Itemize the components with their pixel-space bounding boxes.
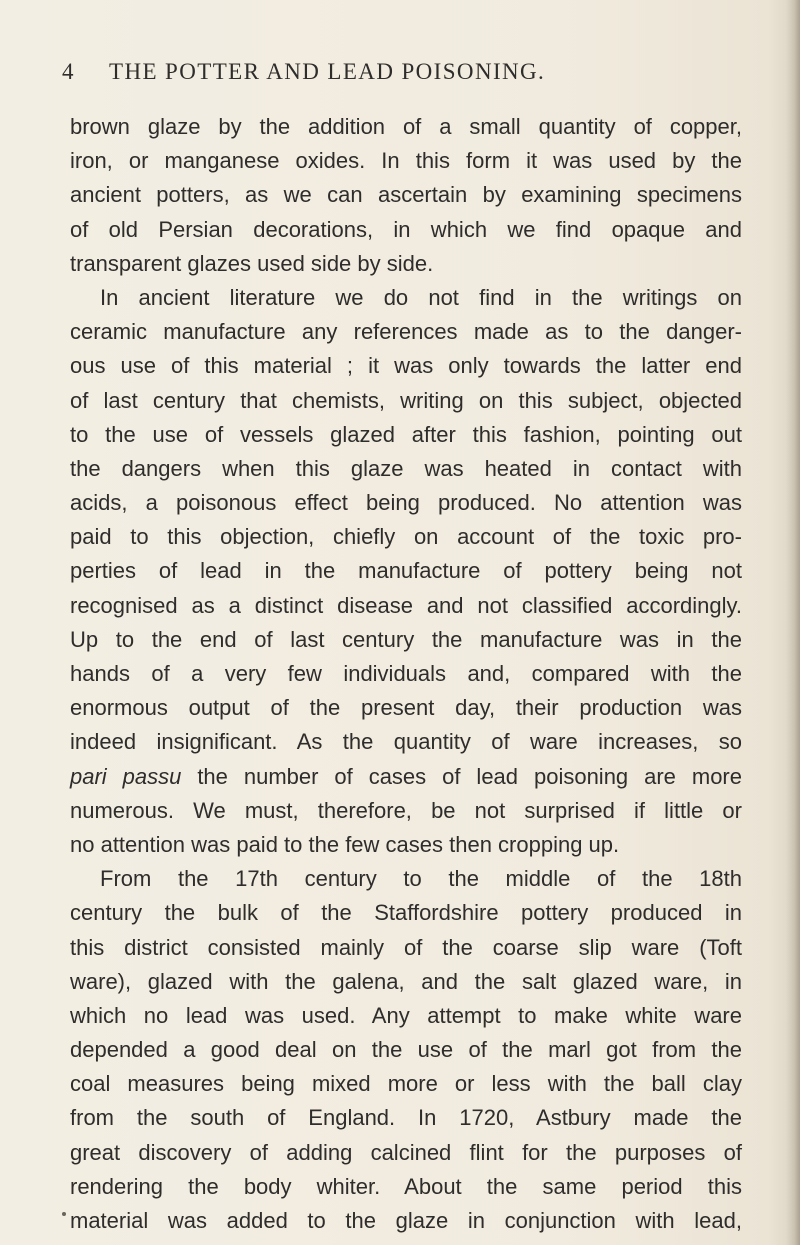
text-line: great discovery of adding calcined flint for the purposes of	[70, 1139, 742, 1165]
text-line: hands of a very few individuals and, compared with the	[70, 661, 742, 686]
text-line: ancient potters, as we can ascertain by examining specimens	[70, 182, 742, 208]
text-line: In ancient literature we do not find in the writings on	[100, 284, 742, 310]
text-line: iron, or manganese oxides. In this form it was used by the	[70, 148, 742, 174]
text-line: this district consisted mainly of the coarse slip ware (Toft	[70, 934, 742, 960]
text-line: From the 17th century to the middle of the 18th	[100, 866, 742, 892]
text-line: century the bulk of the Staffordshire pottery produced in	[70, 900, 742, 926]
text-line: the dangers when this glaze was heated in contact with	[70, 455, 742, 481]
running-head: THE POTTER AND LEAD POISONING.	[109, 59, 546, 84]
text-line: acids, a poisonous effect being produced. No attention was	[70, 490, 742, 516]
text-line: ceramic manufacture any references made as to the danger-	[70, 319, 742, 345]
text-line: transparent glazes used side by side.	[70, 250, 434, 276]
text-line: perties of lead in the manufacture of pottery being not	[70, 558, 742, 584]
text-line: numerous. We must, therefore, be not surprised if little or	[70, 797, 742, 823]
text-line: ous use of this material ; it was only towards the latter end	[70, 353, 742, 379]
text-line: Up to the end of last century the manufacture was in the	[70, 626, 742, 652]
text-line: ware), glazed with the galena, and the salt glazed ware, in	[70, 968, 742, 994]
text-line	[70, 760, 742, 794]
text-line: brown glaze by the addition of a small quantity of copper,	[70, 114, 742, 139]
text-line: enormous output of the present day, their production was	[70, 695, 742, 721]
text-line: which no lead was used. Any attempt to make white ware	[70, 1002, 742, 1028]
text-line: recognised as a distinct disease and not classified accordingly.	[70, 592, 742, 618]
body-text	[70, 110, 742, 1238]
text-line: rendering the body whiter. About the same period this	[70, 1173, 742, 1199]
text-line: depended a good deal on the use of the marl got from the	[70, 1037, 742, 1063]
text-line: to the use of vessels glazed after this fashion, pointing out	[70, 421, 742, 447]
page-number: 4	[62, 59, 75, 84]
text-line-rest: the number of cases of lead poisoning are more	[181, 763, 742, 789]
page-edge-shadow	[786, 0, 800, 1245]
italic-phrase: pari passu	[70, 763, 182, 789]
ink-speck	[62, 1212, 66, 1216]
text-line: of last century that chemists, writing on this subject, objected	[70, 387, 742, 413]
text-line: coal measures being mixed more or less with the ball clay	[70, 1071, 742, 1097]
text-line: indeed insignificant. As the quantity of ware increases, so	[70, 729, 742, 755]
text-line: from the south of England. In 1720, Astbury made the	[70, 1105, 742, 1131]
page-header	[62, 59, 742, 89]
text-line: material was added to the glaze in conjunction with lead,	[70, 1208, 742, 1233]
text-line: no attention was paid to the few cases then cropping up.	[70, 831, 620, 857]
text-line: of old Persian decorations, in which we find opaque and	[70, 216, 742, 242]
text-line: paid to this objection, chiefly on account of the toxic pro-	[70, 524, 742, 550]
